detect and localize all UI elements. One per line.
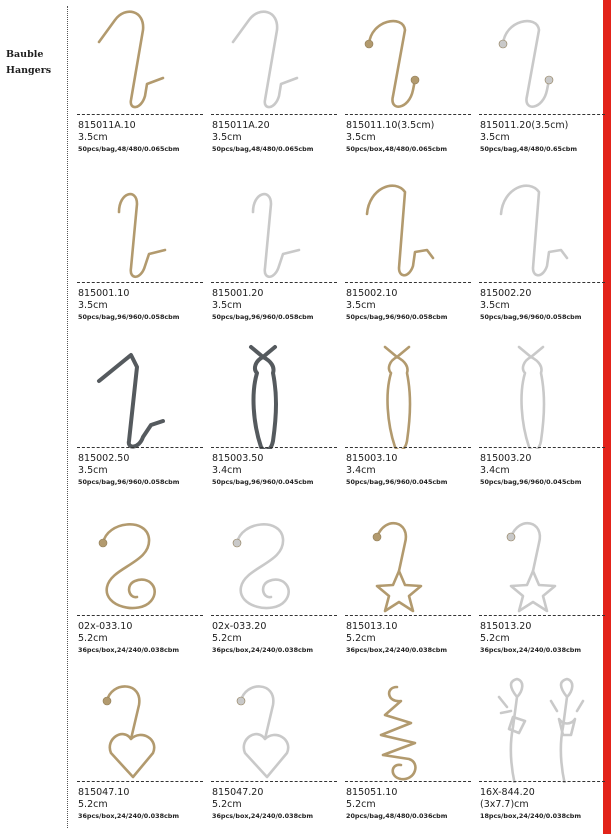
product-divider <box>479 781 605 782</box>
product-packing: 50pcs/bag,96/960/0.058cbm <box>78 478 180 486</box>
product-size: 3.5cm <box>212 300 242 311</box>
product-card <box>345 0 473 160</box>
product-size: 3.5cm <box>78 132 108 143</box>
gold-zigzag-hanger-icon <box>345 667 473 783</box>
product-card <box>211 333 339 493</box>
product-packing: 50pcs/bag,96/960/0.045cbm <box>212 478 314 486</box>
product-card <box>345 333 473 493</box>
product-divider <box>77 114 203 115</box>
black-hook-icon <box>77 333 205 449</box>
product-card <box>345 667 473 827</box>
product-size: 5.2cm <box>78 633 108 644</box>
product-packing: 50pcs/bag,48/480/0.065cbm <box>212 145 314 153</box>
product-card <box>345 501 473 661</box>
product-size: 5.2cm <box>346 799 376 810</box>
product-packing: 36pcs/box,24/240/0.038cbm <box>480 646 582 654</box>
gold-loop-hanger-icon <box>345 333 473 449</box>
product-code: 815003.50 <box>212 453 264 464</box>
silver-loop-hanger-icon <box>479 333 607 449</box>
product-size: 3.5cm <box>212 132 242 143</box>
product-size: 5.2cm <box>346 633 376 644</box>
product-card <box>211 168 339 328</box>
product-code: 815003.10 <box>346 453 398 464</box>
product-packing: 50pcs/bag,96/960/0.045cbm <box>480 478 582 486</box>
product-code: 16X-844.20 <box>480 787 535 798</box>
product-packing: 36pcs/box,24/240/0.038cbm <box>78 812 180 820</box>
product-packing: 50pcs/bag,96/960/0.058cbm <box>480 313 582 321</box>
product-card <box>211 501 339 661</box>
product-code: 815011.20(3.5cm) <box>480 120 569 131</box>
product-divider <box>211 282 337 283</box>
product-code: 02x-033.10 <box>78 621 133 632</box>
product-divider <box>345 282 471 283</box>
product-divider <box>211 615 337 616</box>
product-size: (3x7.7)cm <box>480 799 529 810</box>
product-divider <box>211 447 337 448</box>
product-size: 5.2cm <box>480 633 510 644</box>
product-code: 815002.50 <box>78 453 130 464</box>
product-divider <box>77 615 203 616</box>
product-size: 3.5cm <box>346 132 376 143</box>
product-divider <box>345 114 471 115</box>
product-card <box>77 501 205 661</box>
gold-wire-hook-icon <box>77 168 205 284</box>
product-packing: 50pcs/bag,96/960/0.045cbm <box>346 478 448 486</box>
product-size: 3.5cm <box>480 300 510 311</box>
product-code: 815051.10 <box>346 787 398 798</box>
product-divider <box>211 114 337 115</box>
silver-wire-hook-icon <box>211 168 339 284</box>
silver-reindeer-hangers-icon <box>479 667 607 783</box>
product-packing: 36pcs/box,24/240/0.038cbm <box>212 646 314 654</box>
gold-heart-hook-icon <box>77 667 205 783</box>
product-card <box>211 0 339 160</box>
product-size: 5.2cm <box>212 799 242 810</box>
product-card <box>77 0 205 160</box>
product-card <box>211 667 339 827</box>
product-card <box>77 168 205 328</box>
product-divider <box>77 447 203 448</box>
product-card <box>77 667 205 827</box>
product-divider <box>211 781 337 782</box>
product-card <box>479 501 607 661</box>
product-code: 815013.20 <box>480 621 532 632</box>
silver-wide-hook-icon <box>479 168 607 284</box>
product-code: 815001.20 <box>212 288 264 299</box>
silver-s-hook-with-balls-icon <box>479 0 607 116</box>
product-card <box>345 168 473 328</box>
product-code: 815002.10 <box>346 288 398 299</box>
product-packing: 50pcs/bag,48/480/0.65cbm <box>480 145 577 153</box>
product-card <box>479 667 607 827</box>
product-card <box>479 168 607 328</box>
product-size: 3.4cm <box>480 465 510 476</box>
product-divider <box>77 781 203 782</box>
category-title-line1: Bauble <box>6 49 44 60</box>
product-packing: 50pcs/box,48/480/0.065cbm <box>346 145 448 153</box>
product-divider <box>479 114 605 115</box>
product-packing: 50pcs/bag,96/960/0.058cbm <box>212 313 314 321</box>
category-title-line2: Hangers <box>6 65 52 76</box>
product-code: 815001.10 <box>78 288 130 299</box>
black-loop-hanger-icon <box>211 333 339 449</box>
product-card <box>77 333 205 493</box>
product-packing: 50pcs/bag,96/960/0.058cbm <box>346 313 448 321</box>
product-size: 3.5cm <box>480 132 510 143</box>
product-card <box>479 333 607 493</box>
category-title <box>6 47 62 79</box>
category-divider <box>67 6 68 828</box>
product-divider <box>345 447 471 448</box>
product-divider <box>77 282 203 283</box>
gold-s-hook-with-balls-icon <box>345 0 473 116</box>
product-size: 3.4cm <box>346 465 376 476</box>
product-code: 815011A.10 <box>78 120 136 131</box>
product-code: 815003.20 <box>480 453 532 464</box>
product-divider <box>479 615 605 616</box>
product-divider <box>345 615 471 616</box>
product-size: 3.4cm <box>212 465 242 476</box>
product-code: 815002.20 <box>480 288 532 299</box>
silver-star-hook-icon <box>479 501 607 617</box>
product-card <box>479 0 607 160</box>
product-packing: 50pcs/bag,96/960/0.058cbm <box>78 313 180 321</box>
product-packing: 18pcs/box,24/240/0.038cbm <box>480 812 582 820</box>
product-packing: 36pcs/box,24/240/0.038cbm <box>212 812 314 820</box>
gold-spiral-hook-icon <box>77 501 205 617</box>
product-size: 5.2cm <box>78 799 108 810</box>
product-code: 815011A.20 <box>212 120 270 131</box>
product-divider <box>479 282 605 283</box>
product-packing: 36pcs/box,24/240/0.038cbm <box>78 646 180 654</box>
product-size: 5.2cm <box>212 633 242 644</box>
product-code: 815047.10 <box>78 787 130 798</box>
gold-s-hook-icon <box>77 0 205 116</box>
gold-wide-hook-icon <box>345 168 473 284</box>
product-packing: 50pcs/bag,48/480/0.065cbm <box>78 145 180 153</box>
product-divider <box>345 781 471 782</box>
product-divider <box>479 447 605 448</box>
silver-spiral-hook-icon <box>211 501 339 617</box>
product-size: 3.5cm <box>78 465 108 476</box>
gold-star-hook-icon <box>345 501 473 617</box>
product-packing: 20pcs/bag,48/480/0.036cbm <box>346 812 448 820</box>
product-code: 815047.20 <box>212 787 264 798</box>
product-packing: 36pcs/box,24/240/0.038cbm <box>346 646 448 654</box>
product-code: 815013.10 <box>346 621 398 632</box>
product-code: 02x-033.20 <box>212 621 267 632</box>
silver-heart-hook-icon <box>211 667 339 783</box>
product-code: 815011.10(3.5cm) <box>346 120 435 131</box>
product-size: 3.5cm <box>346 300 376 311</box>
silver-s-hook-icon <box>211 0 339 116</box>
product-size: 3.5cm <box>78 300 108 311</box>
